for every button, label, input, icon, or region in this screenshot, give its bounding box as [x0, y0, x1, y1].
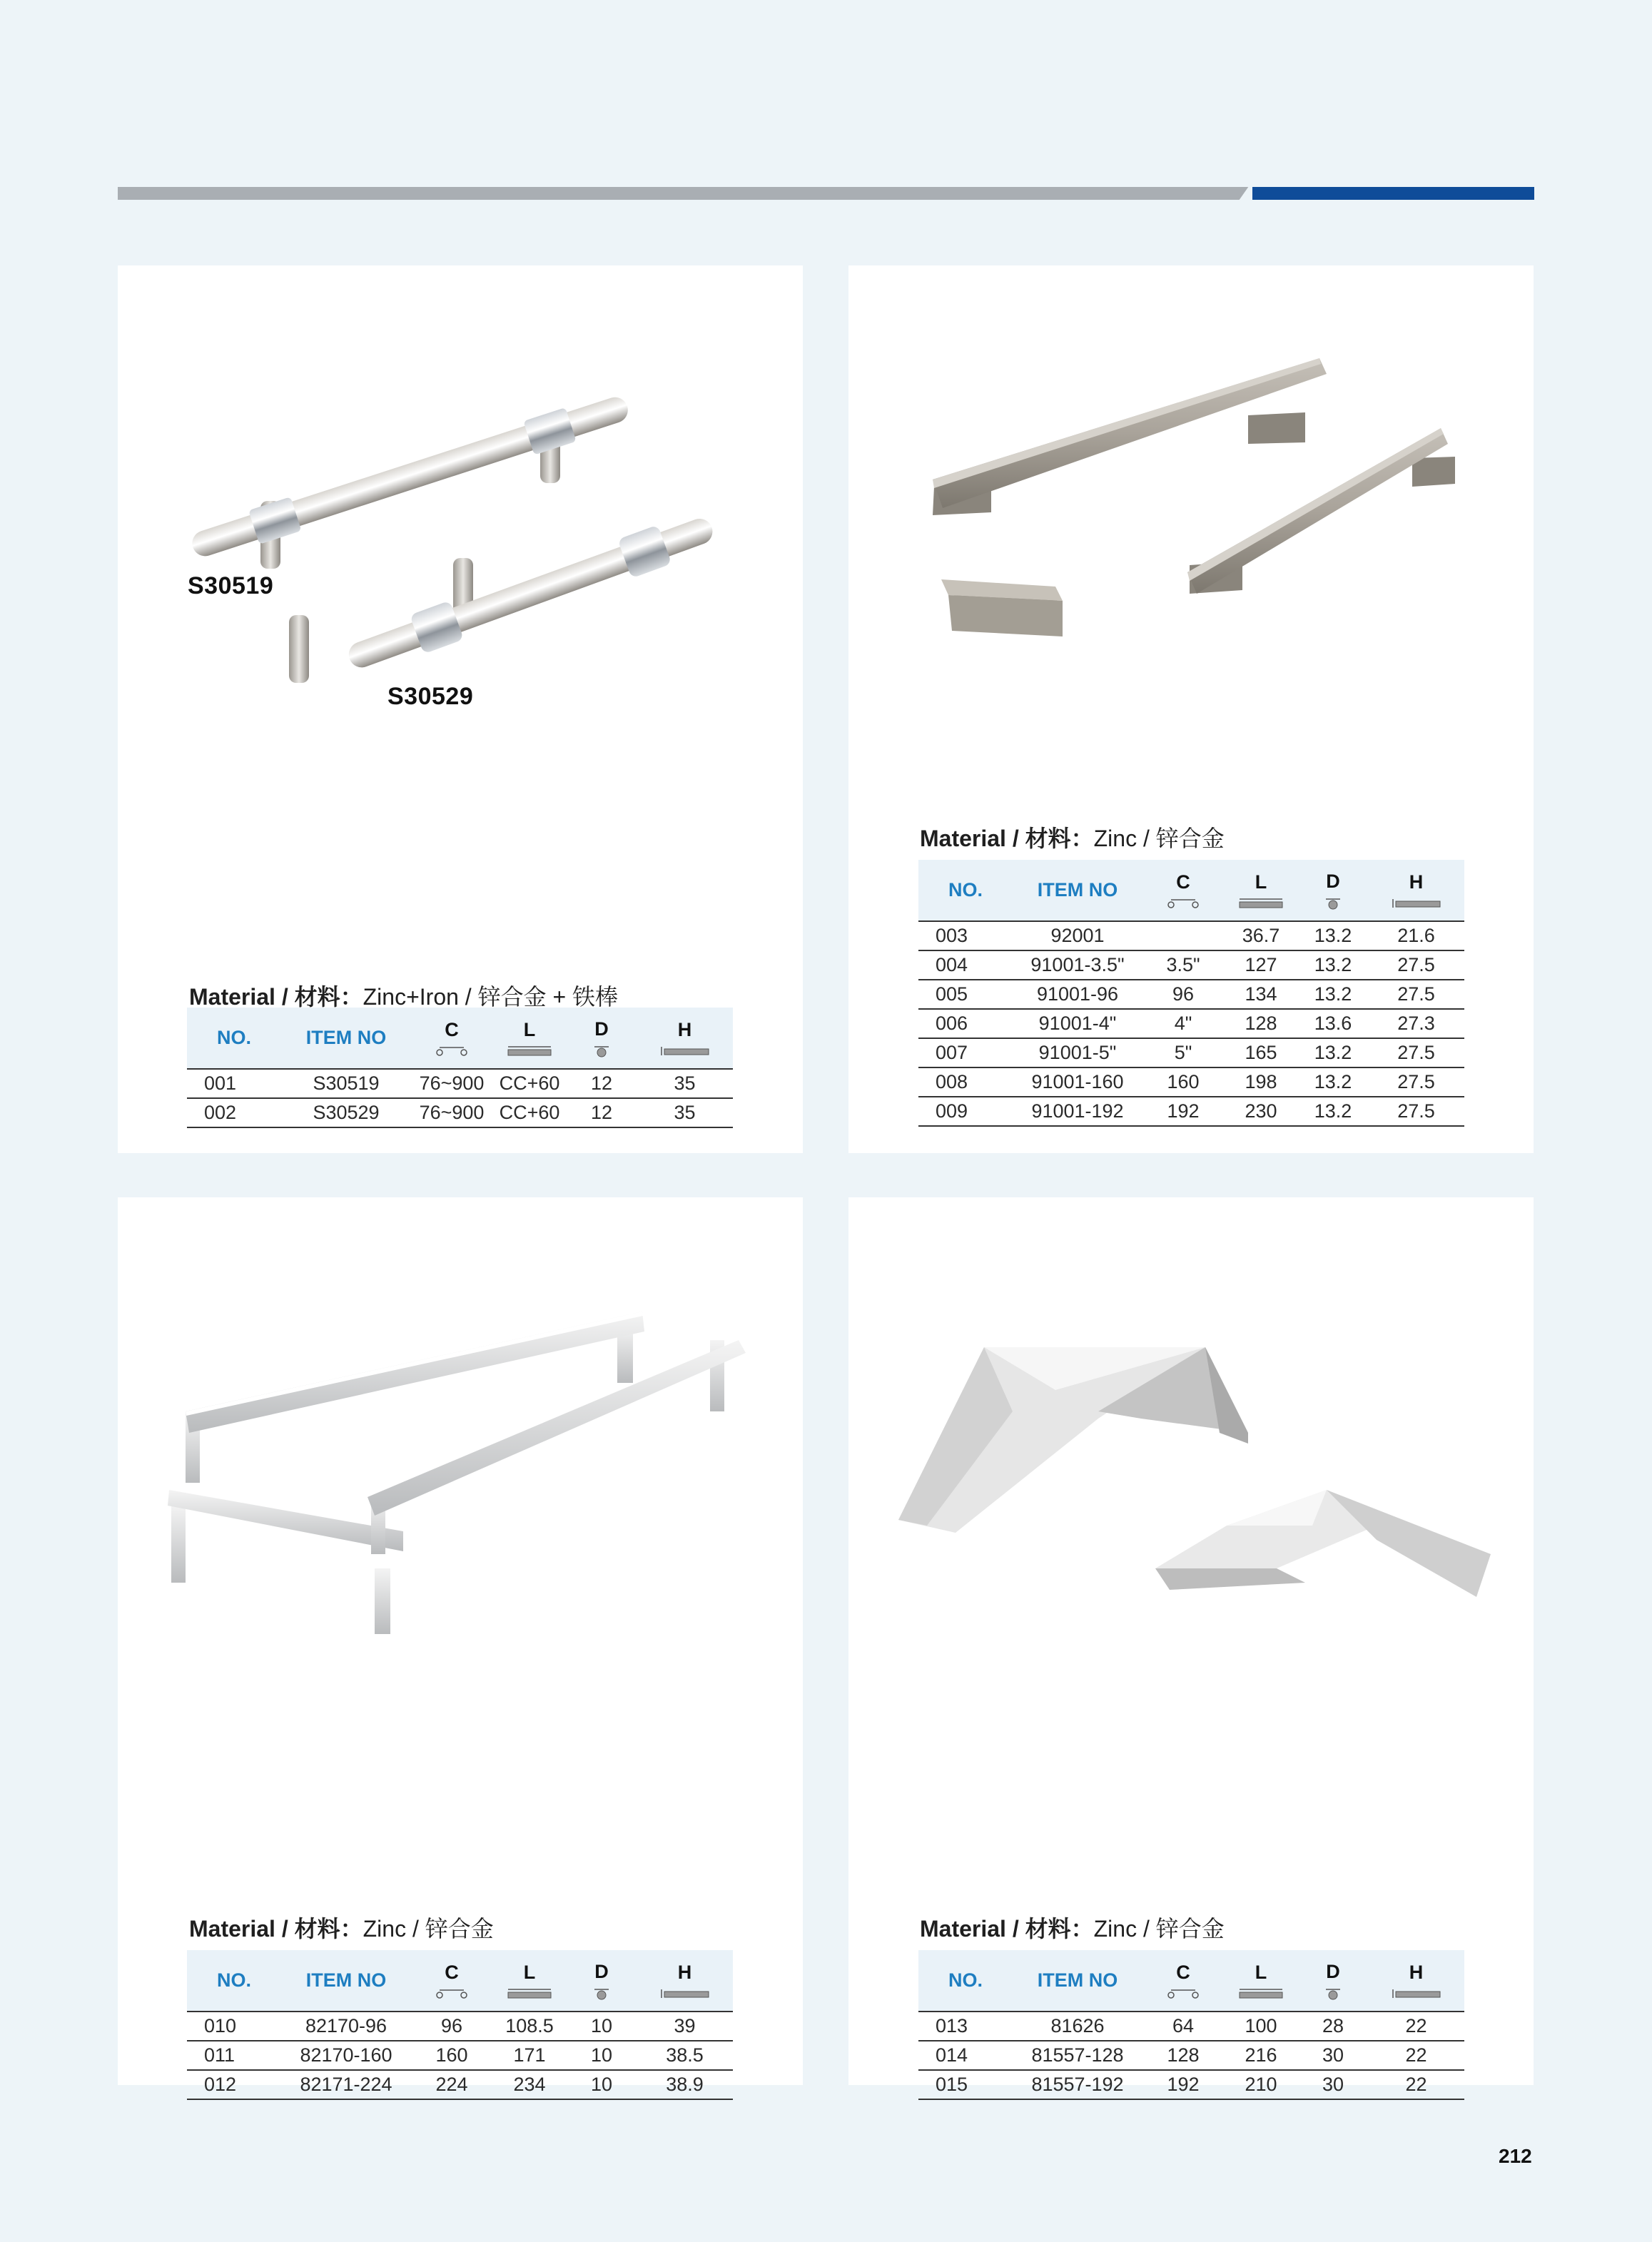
table-row: 012 82171-224 224 234 10 38.9: [187, 2070, 733, 2099]
handle-81557-128-image: [1155, 1490, 1491, 1597]
spec-table: [918, 860, 1464, 1127]
table-row: 014 81557-128 128 216 30 22: [918, 2041, 1464, 2070]
handle-91001-long-image: [933, 358, 1327, 515]
col-header-l: L: [1224, 1950, 1298, 2012]
material-line: [920, 821, 1225, 853]
center-distance-icon: [1167, 1988, 1200, 1999]
diameter-icon: [1324, 897, 1342, 910]
col-header-c: C: [1142, 860, 1224, 921]
table-row: 003 92001 36.7 13.2 21.6: [918, 921, 1464, 950]
handle-s30529-image: [289, 508, 719, 683]
material-value: Zinc+Iron / 锌合金 + 铁棒: [363, 984, 619, 1010]
handle-91001-short-image: [1187, 428, 1455, 594]
material-line: [189, 1911, 494, 1944]
col-header-no: NO.: [948, 879, 983, 901]
col-header-l: L: [1224, 860, 1298, 921]
material-label: Material / 材料：: [189, 984, 363, 1010]
center-distance-icon: [1167, 898, 1200, 909]
col-header-no: NO.: [216, 1027, 251, 1048]
material-value: Zinc / 锌合金: [1093, 1916, 1225, 1942]
knob-92001-image: [941, 579, 1063, 636]
col-header-no: NO.: [216, 1969, 251, 1991]
product-image-u-handles: [118, 1197, 803, 1654]
material-label: Material / 材料：: [189, 1916, 363, 1942]
col-header-d: D: [567, 1008, 637, 1069]
table-row: 009 91001-192 192 230 13.2 27.5: [918, 1097, 1464, 1126]
material-value: Zinc / 锌合金: [363, 1916, 494, 1942]
item-label-s30519: S30519: [188, 572, 274, 599]
item-label-s30529: S30529: [387, 683, 474, 710]
col-header-c: C: [411, 1008, 492, 1069]
handle-s30519-image: [188, 389, 633, 569]
table-row: 011 82170-160 160 171 10 38.5: [187, 2041, 733, 2070]
col-header-item-no: ITEM NO: [1037, 879, 1118, 901]
height-icon: [660, 1988, 710, 1999]
center-distance-icon: [435, 1045, 468, 1057]
table-row: 013 81626 64 100 28 22: [918, 2012, 1464, 2041]
col-header-d: D: [1298, 1950, 1368, 2012]
header-rule-grey: [118, 187, 1252, 200]
spec-table: [187, 1008, 733, 1128]
spec-table: [918, 1950, 1464, 2100]
table-row: 004 91001-3.5" 3.5" 127 13.2 27.5: [918, 950, 1464, 980]
length-icon: [1238, 898, 1284, 909]
handle-82170-96-image: [168, 1490, 403, 1634]
length-icon: [1238, 1988, 1284, 1999]
col-header-item-no: ITEM NO: [305, 1969, 387, 1991]
col-header-h: H: [637, 1008, 733, 1069]
diameter-icon: [592, 1045, 611, 1057]
col-header-h: H: [1368, 1950, 1464, 2012]
table-header-row: [187, 1008, 733, 1069]
length-icon: [507, 1045, 552, 1057]
col-header-d: D: [1298, 860, 1368, 921]
table-row: 015 81557-192 192 210 30 22: [918, 2070, 1464, 2099]
material-label: Material / 材料：: [920, 1916, 1094, 1942]
diameter-icon: [1324, 1987, 1342, 2000]
col-header-c: C: [1142, 1950, 1224, 2012]
table-header-row: [187, 1950, 733, 2012]
handle-81557-192-image: [898, 1347, 1248, 1533]
table-row: 006 91001-4" 4" 128 13.6 27.3: [918, 1009, 1464, 1038]
table-row: 002 S30529 76~900 CC+60 12 35: [187, 1098, 733, 1127]
table-row: 005 91001-96 96 134 13.2 27.5: [918, 980, 1464, 1009]
product-image-faceted-handles: [848, 1197, 1534, 1654]
handle-82170-160-image: [186, 1312, 644, 1483]
col-header-h: H: [637, 1950, 733, 2012]
product-image-t-bar-handles: [118, 265, 803, 722]
header-rule-blue: [1252, 187, 1534, 200]
table-header-row: [918, 1950, 1464, 2012]
product-panel-3: [118, 1197, 803, 2095]
material-line: [920, 1911, 1225, 1944]
col-header-h: H: [1368, 860, 1464, 921]
table-row: 008 91001-160 160 198 13.2 27.5: [918, 1067, 1464, 1097]
material-value: Zinc / 锌合金: [1093, 826, 1225, 851]
center-distance-icon: [435, 1988, 468, 1999]
col-header-no: NO.: [948, 1969, 983, 1991]
col-header-d: D: [567, 1950, 637, 2012]
col-header-c: C: [411, 1950, 492, 2012]
col-header-item-no: ITEM NO: [1037, 1969, 1118, 1991]
table-row: 007 91001-5" 5" 165 13.2 27.5: [918, 1038, 1464, 1067]
product-panel-1: [118, 265, 803, 1153]
product-image-square-handles: [848, 265, 1534, 694]
table-row: 001 S30519 76~900 CC+60 12 35: [187, 1069, 733, 1098]
table-row: 010 82170-96 96 108.5 10 39: [187, 2012, 733, 2041]
material-label: Material / 材料：: [920, 826, 1094, 851]
height-icon: [660, 1045, 710, 1057]
product-panel-2: [848, 265, 1534, 1153]
height-icon: [1392, 898, 1441, 909]
page-number: 212: [1499, 2145, 1532, 2167]
height-icon: [1392, 1988, 1441, 1999]
col-header-l: L: [492, 1008, 567, 1069]
diameter-icon: [592, 1987, 611, 2000]
product-panel-4: [848, 1197, 1534, 2095]
col-header-item-no: ITEM NO: [305, 1027, 387, 1048]
col-header-l: L: [492, 1950, 567, 2012]
spec-table: [187, 1950, 733, 2100]
table-header-row: [918, 860, 1464, 921]
length-icon: [507, 1988, 552, 1999]
